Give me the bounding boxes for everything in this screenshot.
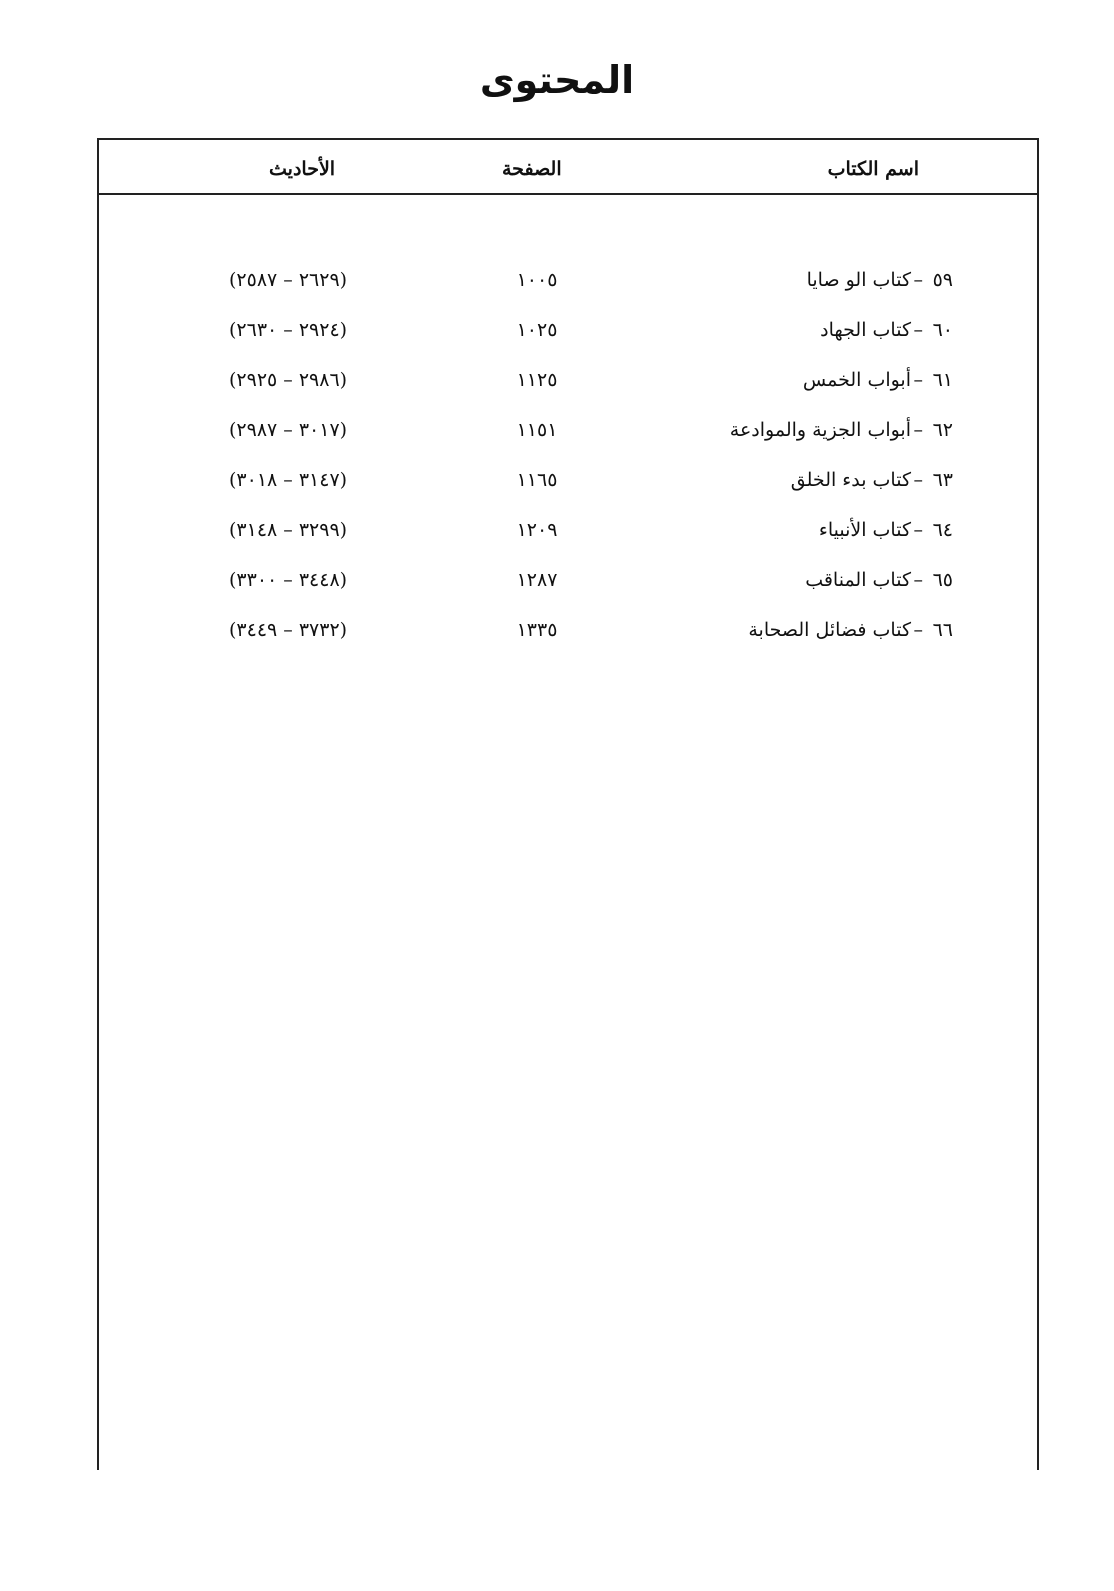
row-number: ٦٠ (932, 319, 953, 341)
row-dash: – (913, 519, 923, 541)
table-row (99, 558, 1037, 608)
table-body (99, 258, 1037, 658)
table-row (99, 608, 1037, 658)
row-dash: – (913, 319, 923, 341)
table-row (99, 458, 1037, 508)
row-number: ٦٦ (932, 619, 953, 641)
row-page: ١١٥١ (516, 419, 558, 441)
row-hadith-range: (٣١٤٧ – ٣٠١٨) (229, 469, 348, 491)
table-row (99, 258, 1037, 308)
table-row (99, 308, 1037, 358)
row-number: ٥٩ (932, 269, 953, 291)
table-row (99, 358, 1037, 408)
row-hadith-range: (٢٩٢٤ – ٢٦٣٠) (229, 319, 348, 341)
row-number: ٦٥ (932, 569, 953, 591)
page-title: المحتوى (479, 58, 635, 102)
row-book-name: كتاب فضائل الصحابة (748, 619, 911, 641)
row-hadith-range: (٣٢٩٩ – ٣١٤٨) (229, 519, 348, 541)
row-page: ١١٦٥ (516, 469, 558, 491)
table-header (99, 140, 1037, 195)
row-number: ٦٤ (932, 519, 953, 541)
row-hadith-range: (٢٩٨٦ – ٢٩٢٥) (229, 369, 348, 391)
row-book-name: كتاب المناقب (805, 569, 911, 591)
row-dash: – (913, 369, 923, 391)
row-book-name: أبواب الجزية والموادعة (729, 419, 911, 441)
row-hadith-range: (٣٤٤٨ – ٣٣٠٠) (229, 569, 348, 591)
header-book-name: اسم الكتاب (827, 158, 919, 180)
row-dash: – (913, 569, 923, 591)
row-page: ١٠٢٥ (516, 319, 558, 341)
header-hadiths: الأحاديث (269, 158, 336, 180)
row-book-name: كتاب الو صايا (806, 269, 911, 291)
row-dash: – (913, 269, 923, 291)
row-page: ١٣٣٥ (516, 619, 558, 641)
table-row (99, 408, 1037, 458)
row-page: ١٠٠٥ (516, 269, 558, 291)
row-number: ٦٢ (932, 419, 953, 441)
row-page: ١٢٠٩ (516, 519, 558, 541)
row-page: ١٢٨٧ (516, 569, 558, 591)
table-row (99, 508, 1037, 558)
row-dash: – (913, 619, 923, 641)
row-book-name: كتاب الأنبياء (818, 519, 911, 541)
contents-table (97, 138, 1039, 1470)
row-number: ٦٣ (932, 469, 953, 491)
row-hadith-range: (٣٠١٧ – ٢٩٨٧) (229, 419, 348, 441)
row-book-name: أبواب الخمس (802, 369, 911, 391)
header-page: الصفحة (502, 158, 562, 180)
row-page: ١١٢٥ (516, 369, 558, 391)
row-number: ٦١ (932, 369, 953, 391)
row-dash: – (913, 419, 923, 441)
row-book-name: كتاب الجهاد (820, 319, 911, 341)
row-dash: – (913, 469, 923, 491)
row-hadith-range: (٣٧٣٢ – ٣٤٤٩) (229, 619, 348, 641)
row-hadith-range: (٢٦٢٩ – ٢٥٨٧) (229, 269, 348, 291)
row-book-name: كتاب بدء الخلق (790, 469, 911, 491)
